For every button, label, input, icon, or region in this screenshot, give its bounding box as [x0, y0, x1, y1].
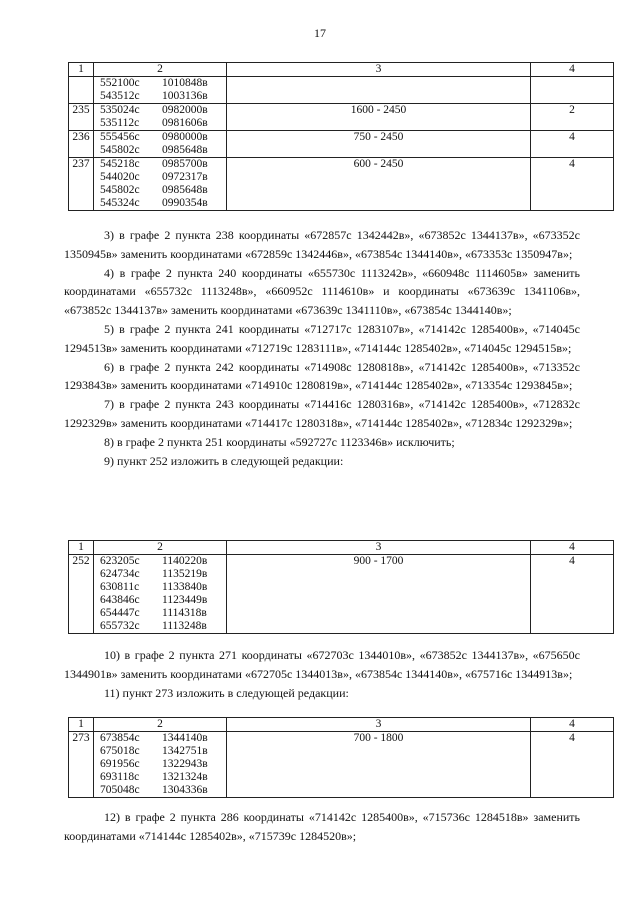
longitude: 0981606в [162, 117, 208, 129]
column-header: 1 [69, 718, 94, 732]
table-header-row [69, 718, 614, 732]
coordinate-pair [94, 158, 226, 171]
column-4-value: 4 [531, 158, 614, 211]
amendments-block-1 [64, 226, 580, 470]
latitude: 705048с [100, 784, 140, 796]
table-row [69, 158, 614, 211]
column-header: 1 [69, 63, 94, 77]
depth-range [227, 77, 531, 104]
column-4-value [531, 77, 614, 104]
latitude: 545802с [100, 184, 140, 196]
column-header: 3 [227, 63, 531, 77]
table-header-row [69, 63, 614, 77]
coordinates-table-252 [68, 540, 614, 634]
coordinate-pair [94, 594, 226, 607]
latitude: 691956с [100, 758, 140, 770]
longitude: 0982000в [162, 104, 208, 116]
table-header-row [69, 541, 614, 555]
longitude: 0985648в [162, 184, 208, 196]
coordinates-cell [94, 555, 227, 634]
coordinate-pair [94, 555, 226, 568]
latitude: 673854с [100, 732, 140, 744]
depth-range: 600 - 2450 [227, 158, 531, 211]
column-header: 1 [69, 541, 94, 555]
coordinate-pair [94, 184, 226, 197]
item-number: 273 [69, 732, 94, 798]
amendment-paragraph: 7) в графе 2 пункта 243 координаты «714416с 1280316в», «714142с 1285400в», «712832с 1292329в» заменить координатами «714417с 1280318в», «714144с 1285402в», «712834с 1292329в»; [64, 397, 580, 430]
longitude: 1010848в [162, 77, 208, 89]
coordinate-pair [94, 104, 226, 117]
amendment-paragraph: 8) в графе 2 пункта 251 координаты «592727с 1123346в» исключить; [104, 434, 455, 449]
item-number: 236 [69, 131, 94, 158]
depth-range: 700 - 1800 [227, 732, 531, 798]
latitude: 675018с [100, 745, 140, 757]
column-header: 4 [531, 63, 614, 77]
coordinate-pair [94, 171, 226, 184]
coordinates-cell [94, 77, 227, 104]
coordinate-pair [94, 607, 226, 620]
coordinate-pair [94, 77, 226, 90]
latitude: 643846с [100, 594, 140, 606]
coordinate-pair [94, 771, 226, 784]
coordinate-pair [94, 620, 226, 633]
amendment-paragraph: 3) в графе 2 пункта 238 координаты «672857с 1342442в», «673852с 1344137в», «673352с 1350945в» заменить координатами «672859с 1342446в», «673854с 1344140в», «673353с 1350947в»; [64, 228, 580, 261]
longitude: 0980000в [162, 131, 208, 143]
coordinates-cell [94, 131, 227, 158]
column-header: 2 [94, 718, 227, 732]
coordinate-pair [94, 581, 226, 594]
latitude: 535024с [100, 104, 140, 116]
coordinates-cell [94, 732, 227, 798]
longitude: 1304336в [162, 784, 208, 796]
column-4-value: 4 [531, 555, 614, 634]
depth-range: 900 - 1700 [227, 555, 531, 634]
longitude: 1321324в [162, 771, 208, 783]
latitude: 623205с [100, 555, 140, 567]
amendment-paragraph: 10) в графе 2 пункта 271 координаты «672703с 1344010в», «673852с 1344137в», «675650с 1344901в» заменить координатами «672705с 1344013в», «673854с 1344140в», «675716с 1344913в»; [64, 648, 580, 681]
coordinate-pair [94, 131, 226, 144]
page-number: 17 [314, 26, 326, 40]
latitude: 545802с [100, 144, 140, 156]
longitude: 0972317в [162, 171, 208, 183]
column-header: 2 [94, 541, 227, 555]
item-number: 235 [69, 104, 94, 131]
item-number: 237 [69, 158, 94, 211]
longitude: 1133840в [162, 581, 208, 593]
coordinate-pair [94, 90, 226, 103]
longitude: 1344140в [162, 732, 208, 744]
longitude: 0985648в [162, 144, 208, 156]
latitude: 624734с [100, 568, 140, 580]
coordinates-cell [94, 158, 227, 211]
coordinate-pair [94, 568, 226, 581]
column-4-value: 4 [531, 732, 614, 798]
amendment-paragraph: 4) в графе 2 пункта 240 координаты «655730с 1113242в», «660948с 1114605в» заменить координатами «655732с 1113248в», «660952с 1114610в» и координаты «673639с 1341106в», «673852с 1344137в» заменить координатами «673639с 1341110в», «673854с 1344140в»; [64, 265, 580, 318]
amendment-paragraph: 12) в графе 2 пункта 286 координаты «714142с 1285400в», «715736с 1284518в» заменить координатами «714144с 1285402в», «715739с 1284520в»; [64, 810, 580, 843]
latitude: 545218с [100, 158, 140, 170]
item-number [69, 77, 94, 104]
longitude: 1322943в [162, 758, 208, 770]
coordinate-pair [94, 758, 226, 771]
longitude: 1135219в [162, 568, 208, 580]
amendment-paragraph: 6) в графе 2 пункта 242 координаты «714908с 1280818в», «714142с 1285400в», «713352с 1293843в» заменить координатами «714910с 1280819в», «714144с 1285402в», «713354с 1293845в»; [64, 359, 580, 393]
item-number: 252 [69, 555, 94, 634]
coordinates-cell [94, 104, 227, 131]
longitude: 0990354в [162, 197, 208, 209]
amendments-block-2 [64, 646, 580, 702]
depth-range: 750 - 2450 [227, 131, 531, 158]
column-header: 3 [227, 718, 531, 732]
latitude: 655732с [100, 620, 140, 632]
depth-range: 1600 - 2450 [227, 104, 531, 131]
coordinate-pair [94, 144, 226, 157]
latitude: 552100с [100, 77, 140, 89]
longitude: 1342751в [162, 745, 208, 757]
table-row [69, 131, 614, 158]
coordinate-pair [94, 745, 226, 758]
amendment-paragraph: 9) пункт 252 изложить в следующей редакции: [104, 453, 344, 468]
amendment-paragraph: 11) пункт 273 изложить в следующей редакции: [104, 685, 349, 700]
amendment-paragraph: 5) в графе 2 пункта 241 координаты «712717с 1283107в», «714142с 1285400в», «714045с 1294513в» заменить координатами «712719с 1283111в», «714144с 1285402в», «714045с 1294515в»; [64, 321, 580, 355]
latitude: 654447с [100, 607, 140, 619]
column-header: 4 [531, 541, 614, 555]
longitude: 1140220в [162, 555, 208, 567]
column-header: 4 [531, 718, 614, 732]
latitude: 535112с [100, 117, 140, 129]
longitude: 1003136в [162, 90, 208, 102]
latitude: 545324с [100, 197, 140, 209]
table-row [69, 77, 614, 104]
coordinates-table-continued [68, 62, 614, 211]
latitude: 543512с [100, 90, 140, 102]
column-header: 2 [94, 63, 227, 77]
latitude: 555456с [100, 131, 140, 143]
amendments-block-3 [64, 808, 580, 846]
column-header: 3 [227, 541, 531, 555]
longitude: 1123449в [162, 594, 208, 606]
coordinate-pair [94, 197, 226, 210]
coordinate-pair [94, 784, 226, 797]
table-row [69, 104, 614, 131]
coordinates-table-273 [68, 717, 614, 798]
coordinate-pair [94, 732, 226, 745]
coordinate-pair [94, 117, 226, 130]
latitude: 693118с [100, 771, 140, 783]
longitude: 0985700в [162, 158, 208, 170]
latitude: 630811с [100, 581, 140, 593]
longitude: 1113248в [162, 620, 207, 632]
column-4-value: 2 [531, 104, 614, 131]
column-4-value: 4 [531, 131, 614, 158]
longitude: 1114318в [162, 607, 207, 619]
latitude: 544020с [100, 171, 140, 183]
table-row [69, 555, 614, 634]
table-row [69, 732, 614, 798]
